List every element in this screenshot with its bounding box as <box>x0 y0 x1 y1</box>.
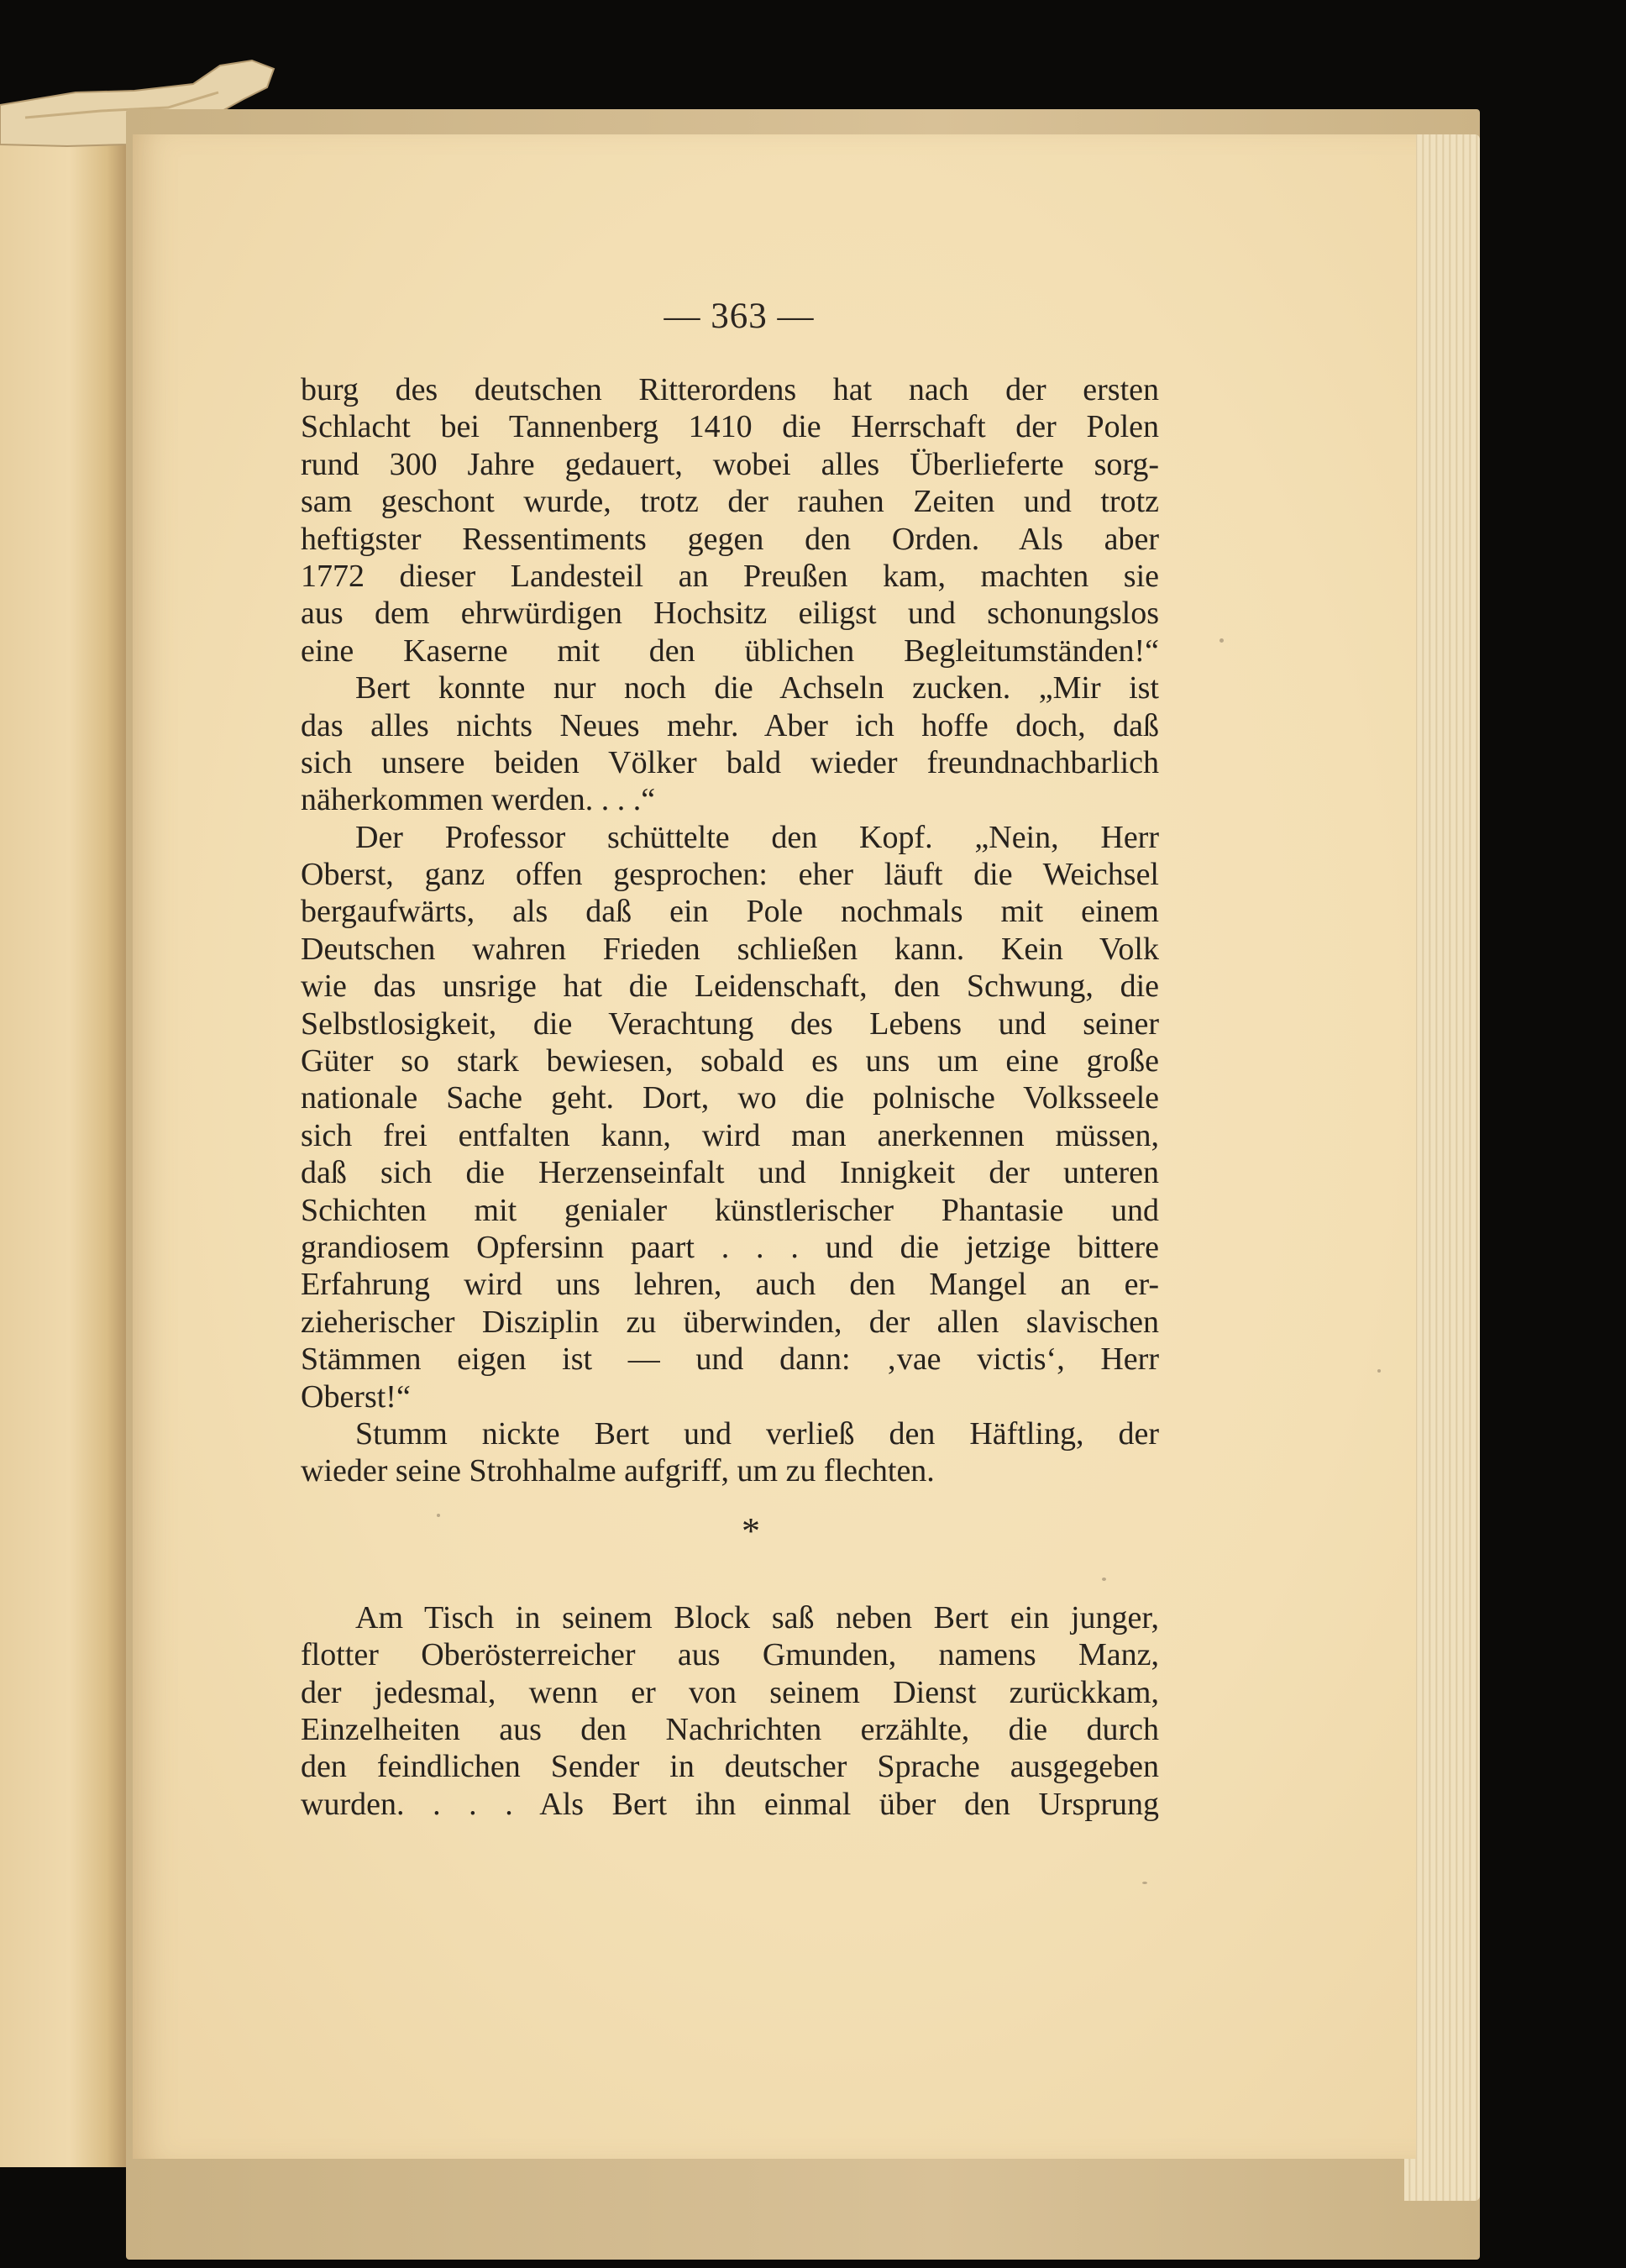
text-line: näherkommen werden. . . .“ <box>301 782 656 818</box>
text-line: das alles nichts Neues mehr. Aber ich hoffe doch, daß <box>301 707 1159 743</box>
section-spacer <box>301 1572 1159 1599</box>
paper-speck <box>1220 638 1224 643</box>
paper-speck <box>1142 1882 1147 1884</box>
text-line: Am Tisch in seinem Block saß neben Bert ein junger, <box>355 1599 1159 1635</box>
text-line: sich unsere beiden Völker bald wieder freundnachbarlich <box>301 744 1159 780</box>
text-line: zieherischer Disziplin zu überwinden, der allen slavischen <box>301 1304 1159 1340</box>
text-line: heftigster Ressentiments gegen den Orden. Als aber <box>301 521 1159 557</box>
text-line: rund 300 Jahre gedauert, wobei alles Überlieferte sorg- <box>301 446 1159 482</box>
text-line: wurden. . . . Als Bert ihn einmal über den Ursprung <box>301 1786 1159 1822</box>
text-line: Stumm nickte Bert und verließ den Häftling, der <box>355 1415 1159 1452</box>
text-line: Güter so stark bewiesen, sobald es uns um eine große <box>301 1043 1159 1079</box>
text-line: Deutschen wahren Frieden schließen kann. Kein Volk <box>301 931 1159 967</box>
text-line: sam geschont wurde, trotz der rauhen Zeiten und trotz <box>301 484 1159 520</box>
text-line: daß sich die Herzenseinfalt und Innigkeit der unteren <box>301 1155 1159 1191</box>
text-line: Einzelheiten aus den Nachrichten erzählte, die durch <box>301 1711 1159 1747</box>
text-line: Der Professor schüttelte den Kopf. „Nein, Herr <box>355 819 1159 855</box>
text-line: Schichten mit genialer künstlerischer Phantasie und <box>301 1192 1159 1228</box>
text-line: Erfahrung wird uns lehren, auch den Mangel an er- <box>301 1267 1159 1303</box>
text-line: nationale Sache geht. Dort, wo die polnische Volksseele <box>301 1080 1159 1116</box>
text-line: wieder seine Strohhalme aufgriff, um zu flechten. <box>301 1453 935 1489</box>
text-line: sich frei entfalten kann, wird man anerkennen müssen, <box>301 1117 1159 1153</box>
paragraph <box>301 1415 1159 1490</box>
text-line: bergaufwärts, als daß ein Pole nochmals mit einem <box>301 894 1159 930</box>
text-line: den feindlichen Sender in deutscher Sprache ausgegeben <box>301 1749 1159 1785</box>
section-break-asterisk: * <box>742 1509 760 1551</box>
text-line: Schlacht bei Tannenberg 1410 die Herrschaft der Polen <box>301 409 1159 445</box>
text-line: der jedesmal, wenn er von seinem Dienst zurückkam, <box>301 1674 1159 1710</box>
text-line: Stämmen eigen ist — und dann: ‚vae victis‘, Herr <box>301 1341 1159 1378</box>
page-number: — 363 — <box>664 297 815 336</box>
text-line: Bert konnte nur noch die Achseln zucken. „Mir ist <box>355 670 1159 706</box>
page-text <box>301 371 1159 1823</box>
paragraph <box>301 371 1159 669</box>
paragraph <box>301 669 1159 819</box>
paper-speck <box>437 1514 440 1517</box>
text-line: grandiosem Opfersinn paart . . . und die jetzige bittere <box>301 1229 1159 1265</box>
text-line: Selbstlosigkeit, die Verachtung des Lebens und seiner <box>301 1005 1159 1042</box>
previous-page-edge <box>0 126 126 2167</box>
text-line: eine Kaserne mit den üblichen Begleitumständen!“ <box>301 633 1159 669</box>
paragraph <box>301 1599 1159 1823</box>
paper-speck <box>1102 1578 1106 1581</box>
text-line: wie das unsrige hat die Leidenschaft, den Schwung, die <box>301 969 1159 1005</box>
text-line: 1772 dieser Landesteil an Preußen kam, machten sie <box>301 558 1159 594</box>
paper-speck <box>1377 1369 1381 1373</box>
paragraph <box>301 819 1159 1415</box>
text-line: aus dem ehrwürdigen Hochsitz eiligst und schonungslos <box>301 596 1159 632</box>
text-line: burg des deutschen Ritterordens hat nach der ersten <box>301 372 1159 407</box>
text-line: Oberst!“ <box>301 1378 411 1415</box>
text-line: flotter Oberösterreicher aus Gmunden, namens Manz, <box>301 1637 1159 1673</box>
text-line: Oberst, ganz offen gesprochen: eher läuft die Weichsel <box>301 857 1159 893</box>
